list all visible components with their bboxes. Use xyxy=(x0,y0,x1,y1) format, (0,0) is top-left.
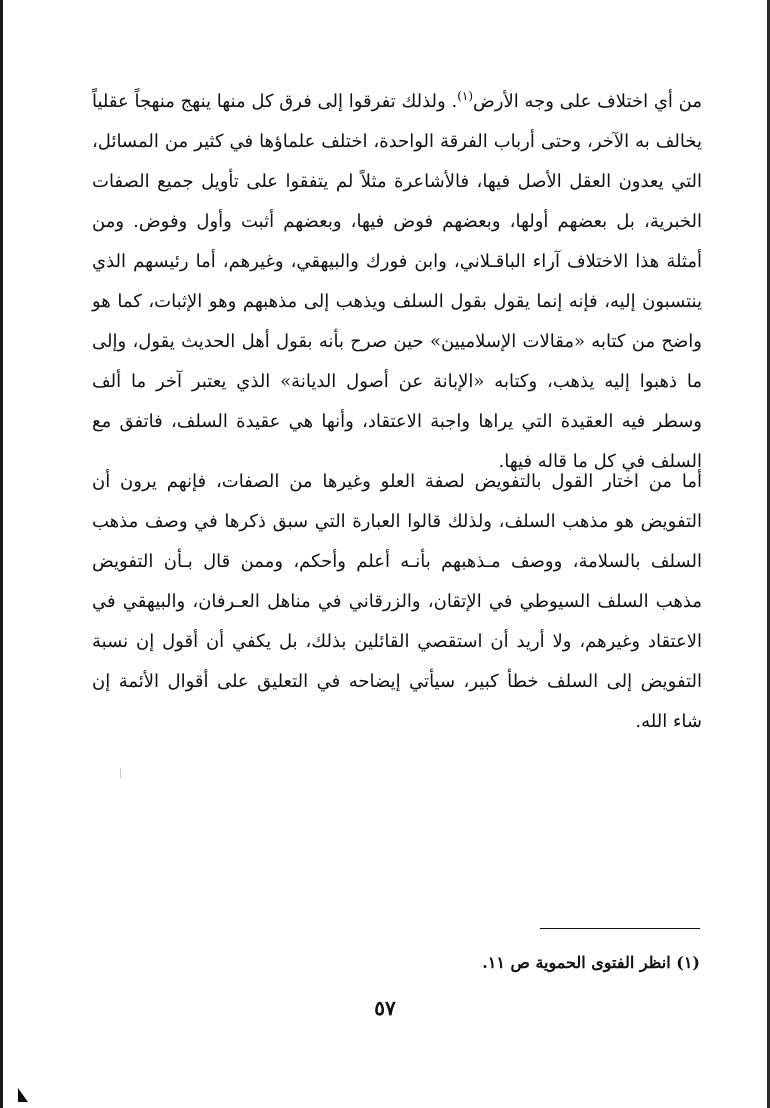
paragraph-1-opening: من أي اختلاف على وجه الأرض xyxy=(473,91,702,112)
scan-speck xyxy=(120,768,121,778)
page-number: ٥٧ xyxy=(374,996,396,1020)
footnote-separator xyxy=(540,928,700,929)
paragraph-2: أما من اختار القول بالتفويض لصفة العلو وغيرها من الصفات، فإنهم يرون أن التفويض هو مذهب السلف، ولذلك قالوا العبارة التي سبق ذكرها في وصف مذهب السلف بالسلامة، ووصف مـذهبهم بأنـه أعلم وأحكم، وممن قال بـأن التفويض مذهب السلف السيوطي في الإتقان، والزرقاني في مناهل العـرفان، والبيهقي في الاعتقاد وغيرهم، ولا أريد أن استقصي القائلين بذلك، بل يكفي أن أقول إن نسبة التفويض إلى السلف خطأ كبير، سيأتي إيضاحه في التعليق على أقوال الأئمة إن شاء الله. xyxy=(92,471,702,732)
footnote-1: (١) انظر الفتوى الحموية ص ١١. xyxy=(482,953,700,972)
footnote-reference-marker[interactable]: (١) xyxy=(457,89,474,103)
scan-border-left xyxy=(0,0,3,1108)
paragraph-1-continuation: . ولذلك تفرقوا إلى فرق كل منها ينهج منهجاً عقلياً يخالف به الآخر، وحتى أرباب الفرقة الواحدة، اختلف علماؤها في كثير من المسائل، التي يعدون العقل الأصل فيها، فالأشاعرة مثلاً لم يتفقوا على تأويل جميع الصفات الخبرية، بل بعضهم أولها، وبعضهم فوض فيها، وبعضهم أثبت وأول وفوض. ومن أمثلة هذا الاختلاف آراء الباقـلاني، وابن فورك والبيهقي، وغيرهم، أما رئيسهم الذي ينتسبون إليه، فإنه إنما يقول بقول السلف ويذهب إلى مذهبهم وهو الإثبات، كما هو واضح من كتابه «مقالات الإسلاميين» حين صرح بأنه بقول أهل الحديث يقول، وإلى ما ذهبوا إليه يذهب، وكتابه «الإبانة عن أصول الديانة» الذي يعتبر آخر ما ألف وسطر فيه العقيدة التي يراها واجبة الاعتقاد، وأنها هي عقيدة السلف، فاتفق مع السلف في كل ما قاله فيها. xyxy=(92,91,702,472)
paragraph-1 xyxy=(92,82,702,482)
scan-corner-mark xyxy=(18,1088,28,1102)
